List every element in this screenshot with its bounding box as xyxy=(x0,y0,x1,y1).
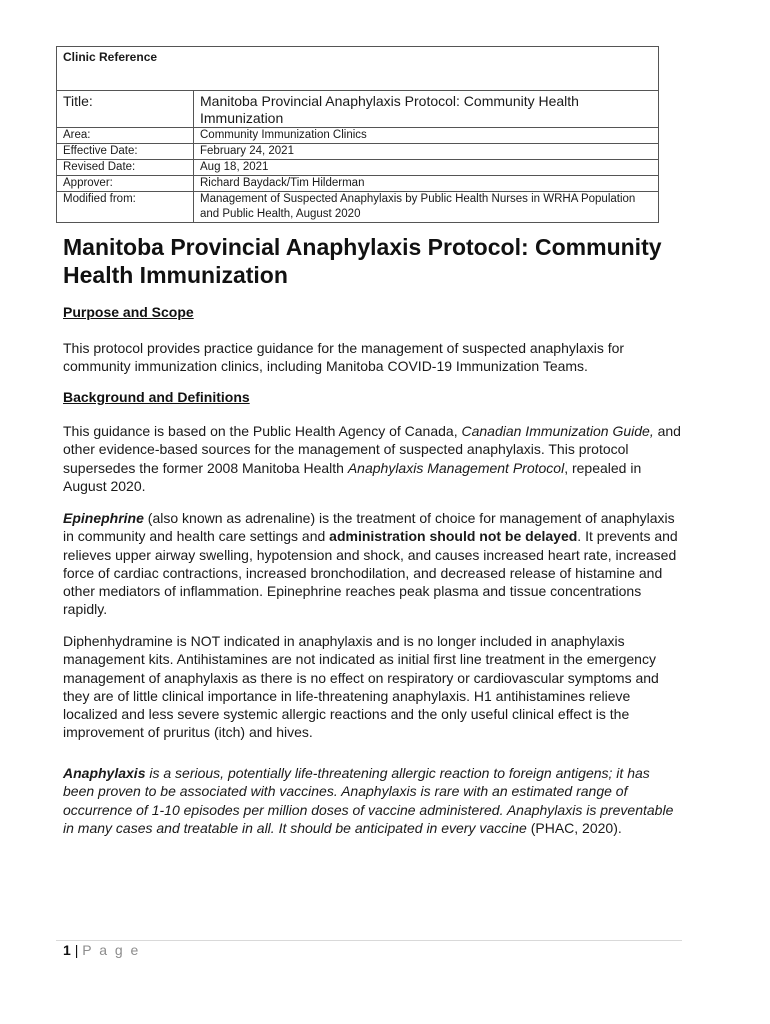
effective-date-value: February 24, 2021 xyxy=(194,144,659,160)
revised-date-value: Aug 18, 2021 xyxy=(194,160,659,176)
purpose-scope-heading: Purpose and Scope xyxy=(63,304,194,320)
effective-date-label: Effective Date: xyxy=(57,144,194,160)
approver-value: Richard Baydack/Tim Hilderman xyxy=(194,176,659,192)
approver-label: Approver: xyxy=(57,176,194,192)
bg-text-1: This guidance is based on the Public Health Agency of Canada, xyxy=(63,423,462,439)
bg-guide-title: Canadian Immunization Guide, xyxy=(461,423,654,439)
page-label: P a g e xyxy=(82,942,141,958)
background-heading: Background and Definitions xyxy=(63,389,250,405)
bg-text-2: and other evidence-based sources for the management of suspected anaphylaxis. This protocol supersedes the former 2008 Manitoba Health xyxy=(63,423,681,476)
diphenhydramine-paragraph: Diphenhydramine is NOT indicated in anaphylaxis and is no longer included in anaphylaxis management kits. Antihistamines are not indicated as initial first line treatment in the emergency management of anaphylaxis as there is no effect on respiratory or cardiovascular symptoms and they are of little clinical importance in life-threatening anaphylaxis. H1 antihistamines relieve localized and less severe systemic allergic reactions and the only useful clinical effect is the improvement of pruritus (itch) and hives. xyxy=(63,633,659,741)
bg-protocol-title: Anaphylaxis Management Protocol xyxy=(347,459,565,476)
modified-from-label: Modified from: xyxy=(57,192,194,223)
clinic-reference-table xyxy=(56,46,659,223)
purpose-paragraph: This protocol provides practice guidance for the management of suspected anaphylaxis for community immunization clinics, including Manitoba COVID-19 Immunization Teams. xyxy=(63,340,625,375)
title-value: Manitoba Provincial Anaphylaxis Protocol: Community Health Immunization xyxy=(194,91,659,128)
title-label: Title: xyxy=(57,91,194,128)
page-footer xyxy=(63,942,140,958)
bg-text-3: , repealed in August 2020. xyxy=(63,459,642,494)
background-paragraph xyxy=(63,422,683,495)
epi-text-2: . It prevents and relieves upper airway swelling, hypotension and shock, and causes increased heart rate, increased force of cardiac contractions, increased bronchodilation, and decreased release of histamine and other mediators of inflammation. Epinephrine reaches peak plasma and tissue concentrations rapidly. xyxy=(63,528,678,618)
clinic-reference-header: Clinic Reference xyxy=(57,47,659,91)
anaphylaxis-term: Anaphylaxis xyxy=(63,765,146,781)
modified-from-value: Management of Suspected Anaphylaxis by Public Health Nurses in WRHA Population and Public Health, August 2020 xyxy=(194,192,659,223)
document-title: Manitoba Provincial Anaphylaxis Protocol: Community Health Immunization xyxy=(63,234,662,288)
epinephrine-paragraph xyxy=(63,509,683,619)
footer-divider xyxy=(56,940,682,941)
footer-separator: | xyxy=(74,942,79,958)
page-number: 1 xyxy=(63,942,71,958)
epi-text-1: (also known as adrenaline) is the treatment of choice for management of anaphylaxis in community and health care settings and xyxy=(63,510,675,545)
anaphylaxis-definition: is a serious, potentially life-threatening allergic reaction to foreign antigens; it has been proven to be associated with vaccines. Anaphylaxis is rare with an estimated range of occurrence of 1-10 episodes per million doses of vaccine administered. Anaphylaxis is preventable in many cases and treatable in all. It should be anticipated in every vaccine xyxy=(63,765,674,836)
area-label: Area: xyxy=(57,128,194,144)
anaphylaxis-citation: (PHAC, 2020). xyxy=(526,819,622,836)
revised-date-label: Revised Date: xyxy=(57,160,194,176)
anaphylaxis-paragraph xyxy=(63,764,683,837)
area-value: Community Immunization Clinics xyxy=(194,128,659,144)
epi-emphasis: administration should not be delayed xyxy=(329,528,578,545)
epinephrine-term: Epinephrine xyxy=(63,510,144,526)
